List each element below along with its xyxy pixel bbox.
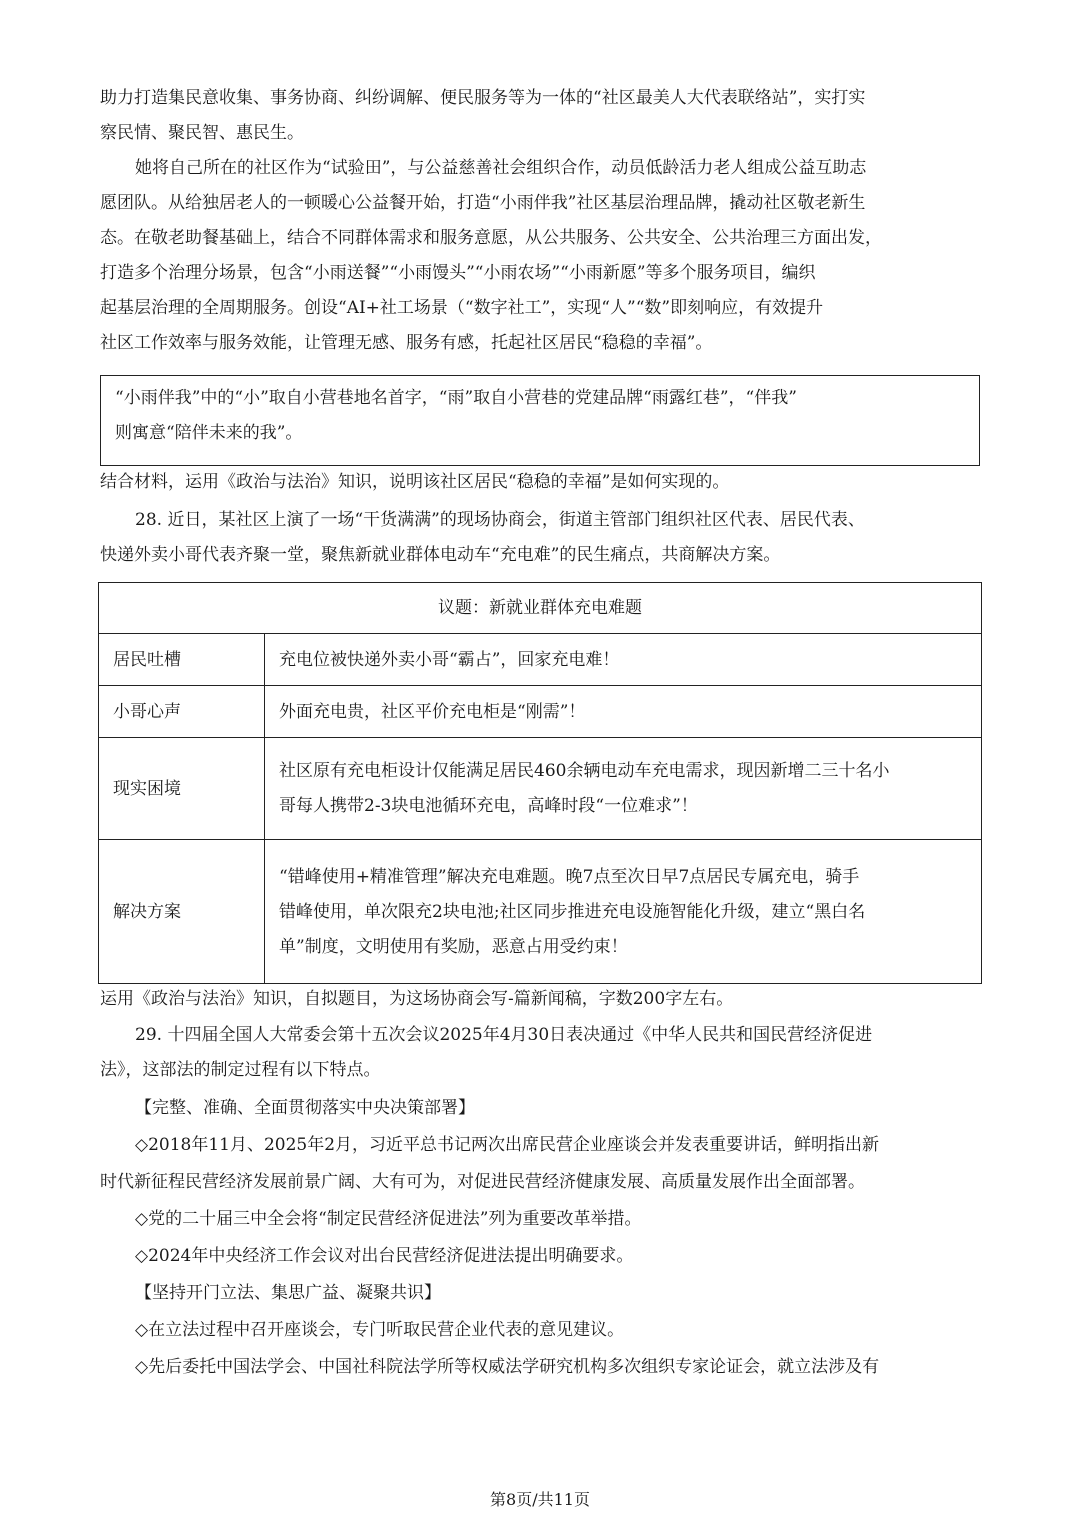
table-row <box>99 634 982 686</box>
table-row <box>99 686 982 738</box>
note-line: “小雨伴我”中的“小”取自小营巷地名首字，“雨”取自小营巷的党建品牌“雨露红巷”，“伴我” <box>115 388 797 408</box>
question-29-intro-line: 法》，这部法的制定过程有以下特点。 <box>100 1060 381 1080</box>
question-28-prompt: 运用《政治与法治》知识，自拟题目，为这场协商会写-篇新闻稿，字数200字左右。 <box>100 989 734 1009</box>
paragraph-2-line: 她将自己所在的社区作为“试验田”，与公益慈善社会组织合作，动员低龄活力老人组成公益互助志 <box>135 158 867 178</box>
row-content-line: “错峰使用+精准管理”解决充电难题。晚7点至次日早7点居民专属充电，骑手 <box>279 866 860 887</box>
row-content <box>265 738 982 840</box>
section-1-item-line: ◇党的二十届三中全会将“制定民营经济促进法”列为重要改革举措。 <box>135 1209 642 1229</box>
paragraph-1-line: 察民情、聚民智、惠民生。 <box>100 123 304 143</box>
row-content <box>265 634 982 686</box>
section-2-title: 【坚持开门立法、集思广益、凝聚共识】 <box>135 1283 441 1303</box>
table-row <box>99 738 982 840</box>
section-1-item-line: ◇2024年中央经济工作会议对出台民营经济促进法提出明确要求。 <box>135 1246 634 1266</box>
question-27-prompt: 结合材料，运用《政治与法治》知识，说明该社区居民“稳稳的幸福”是如何实现的。 <box>100 472 730 492</box>
row-content-line: 充电位被快递外卖小哥“霸占”，回家充电难！ <box>279 649 620 670</box>
paragraph-2-line: 愿团队。从给独居老人的一顿暖心公益餐开始，打造“小雨伴我”社区基层治理品牌，撬动社区敬老新生 <box>100 193 866 213</box>
row-content <box>265 840 982 984</box>
paragraph-2-line: 起基层治理的全周期服务。创设“AI+社工场景（“数字社工”，实现“人”“数”即刻响应，有效提升 <box>100 298 824 318</box>
table-row <box>99 840 982 984</box>
section-1-title: 【完整、准确、全面贯彻落实中央决策部署】 <box>135 1098 475 1118</box>
section-1-item-line: 时代新征程民营经济发展前景广阔、大有可为，对促进民营经济健康发展、高质量发展作出全面部署。 <box>100 1172 865 1192</box>
section-1-item-line: ◇2018年11月、2025年2月，习近平总书记两次出席民营企业座谈会并发表重要讲话，鲜明指出新 <box>135 1135 880 1155</box>
row-label: 小哥心声 <box>99 686 265 738</box>
note-box <box>100 375 980 466</box>
paragraph-2-line: 打造多个治理分场景，包含“小雨送餐”“小雨馒头”“小雨农场”“小雨新愿”等多个服务项目，编织 <box>100 263 816 283</box>
paragraph-1-line: 助力打造集民意收集、事务协商、纠纷调解、便民服务等为一体的“社区最美人大代表联络站”，实打实 <box>100 88 866 108</box>
question-29-intro-line: 29. 十四届全国人大常委会第十五次会议2025年4月30日表决通过《中华人民共和国民营经济促进 <box>135 1025 873 1045</box>
row-label: 解决方案 <box>99 840 265 984</box>
table-header-row <box>99 583 982 634</box>
row-content-line: 外面充电贵，社区平价充电柜是“刚需”！ <box>279 701 586 722</box>
question-28-intro-line: 快递外卖小哥代表齐聚一堂，聚焦新就业群体电动车“充电难”的民生痛点，共商解决方案。 <box>100 545 781 565</box>
note-line: 则寓意“陪伴未来的我”。 <box>115 423 303 443</box>
paragraph-2-line: 社区工作效率与服务效能，让管理无感、服务有感，托起社区居民“稳稳的幸福”。 <box>100 333 713 353</box>
row-content-line: 错峰使用，单次限充2块电池;社区同步推进充电设施智能化升级，建立“黑白名 <box>279 901 866 922</box>
question-28-intro-line: 28. 近日，某社区上演了一场“干货满满”的现场协商会，街道主管部门组织社区代表、居民代表、 <box>135 510 865 530</box>
row-label: 现实困境 <box>99 738 265 840</box>
row-content <box>265 686 982 738</box>
section-2-item-line: ◇在立法过程中召开座谈会，专门听取民营企业代表的意见建议。 <box>135 1320 625 1340</box>
row-label: 居民吐槽 <box>99 634 265 686</box>
section-2-item-line: ◇先后委托中国法学会、中国社科院法学所等权威法学研究机构多次组织专家论证会，就立法涉及有 <box>135 1357 880 1377</box>
table-header: 议题：新就业群体充电难题 <box>99 583 982 634</box>
row-content-line: 哥每人携带2-3块电池循环充电，高峰时段“一位难求”！ <box>279 796 698 816</box>
row-content-line: 单”制度，文明使用有奖励，恶意占用受约束！ <box>279 936 628 957</box>
page-number-footer: 第8页/共11页 <box>490 1490 590 1509</box>
topic-table <box>98 582 982 984</box>
row-content-line: 社区原有充电柜设计仅能满足居民460余辆电动车充电需求，现因新增二三十名小 <box>279 761 890 781</box>
paragraph-2-line: 态。在敬老助餐基础上，结合不同群体需求和服务意愿，从公共服务、公共安全、公共治理三方面出发， <box>100 228 882 248</box>
